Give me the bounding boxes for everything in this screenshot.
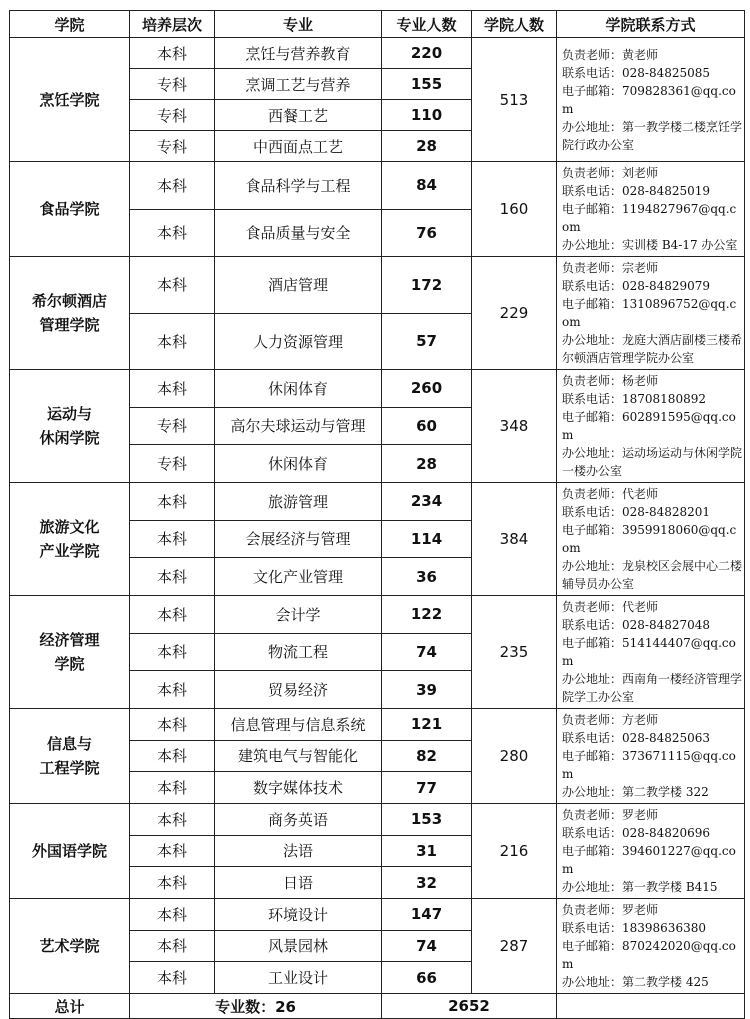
contact-phone: 联系电话：028-84825063 (562, 731, 711, 745)
major-name: 休闲体育 (215, 445, 382, 483)
major-level: 专科 (130, 69, 215, 100)
college-contact (557, 38, 745, 162)
college-name (10, 483, 130, 596)
college-name-line: 管理学院 (39, 316, 100, 334)
major-level: 本科 (130, 772, 215, 804)
contact-email: 电子邮箱：1194827967@qq.com (562, 202, 737, 234)
major-student-count: 110 (382, 100, 472, 131)
major-student-count: 76 (382, 209, 472, 257)
college-contact (557, 257, 745, 370)
table-row (10, 38, 745, 69)
college-name (10, 899, 130, 994)
header-level: 培养层次 (130, 11, 215, 38)
contact-email: 电子邮箱：514144407@qq.com (562, 636, 736, 668)
contact-email: 电子邮箱：709828361@qq.com (562, 83, 736, 116)
total-blank (557, 994, 745, 1019)
major-student-count: 39 (382, 671, 472, 709)
contact-email: 电子邮箱：602891595@qq.com (562, 410, 736, 442)
major-name: 中西面点工艺 (215, 131, 382, 162)
major-name: 烹饪与营养教育 (215, 38, 382, 69)
major-level: 本科 (130, 313, 215, 370)
major-name: 会展经济与管理 (215, 520, 382, 558)
major-student-count: 220 (382, 38, 472, 69)
contact-email: 电子邮箱：3959918060@qq.com (562, 523, 737, 555)
contact-office: 办公地址：第一教学楼二楼烹饪学院行政办公室 (562, 119, 743, 152)
college-name-line: 信息与 (46, 735, 92, 753)
major-name: 文化产业管理 (215, 558, 382, 596)
major-level: 本科 (130, 38, 215, 69)
college-student-count: 216 (472, 804, 557, 899)
major-level: 本科 (130, 257, 215, 314)
major-name: 风景园林 (215, 930, 382, 962)
table-row (10, 483, 745, 521)
college-student-count: 384 (472, 483, 557, 596)
contact-office: 办公地址：第二教学楼 322 (562, 785, 709, 799)
college-student-count: 280 (472, 709, 557, 804)
major-name: 法语 (215, 835, 382, 867)
major-name: 建筑电气与智能化 (215, 740, 382, 772)
header-major: 专业 (215, 11, 382, 38)
table-row (10, 162, 745, 210)
contact-teacher: 负责老师：黄老师 (562, 47, 659, 62)
major-name: 人力资源管理 (215, 313, 382, 370)
major-name: 商务英语 (215, 804, 382, 836)
major-student-count: 172 (382, 257, 472, 314)
major-level: 本科 (130, 162, 215, 210)
total-student-count: 2652 (382, 994, 557, 1019)
major-level: 本科 (130, 804, 215, 836)
major-level: 本科 (130, 867, 215, 899)
college-name-line: 食品学院 (39, 200, 100, 218)
contact-teacher: 负责老师：刘老师 (562, 166, 659, 180)
college-contact (557, 899, 745, 994)
major-level: 本科 (130, 209, 215, 257)
college-student-count: 235 (472, 596, 557, 709)
major-level: 本科 (130, 633, 215, 671)
header-contact: 学院联系方式 (557, 11, 745, 38)
contact-office: 办公地址：第一教学楼 B415 (562, 880, 718, 894)
college-name-line: 旅游文化 (39, 518, 100, 536)
major-name: 烹调工艺与营养 (215, 69, 382, 100)
college-name (10, 38, 130, 162)
major-level: 本科 (130, 930, 215, 962)
major-student-count: 66 (382, 962, 472, 994)
major-name: 酒店管理 (215, 257, 382, 314)
contact-email: 电子邮箱：394601227@qq.com (562, 844, 736, 876)
major-level: 本科 (130, 671, 215, 709)
contact-phone: 联系电话：028-84827048 (562, 618, 711, 632)
major-name: 物流工程 (215, 633, 382, 671)
college-student-count: 513 (472, 38, 557, 162)
college-name (10, 257, 130, 370)
contact-teacher: 负责老师：代老师 (562, 487, 659, 501)
major-name: 食品质量与安全 (215, 209, 382, 257)
contact-office: 办公地址：实训楼 B4-17 办公室 (562, 238, 738, 252)
major-student-count: 82 (382, 740, 472, 772)
major-level: 专科 (130, 445, 215, 483)
major-student-count: 28 (382, 445, 472, 483)
major-name: 高尔夫球运动与管理 (215, 407, 382, 445)
major-student-count: 155 (382, 69, 472, 100)
major-level: 本科 (130, 962, 215, 994)
college-name-line: 烹饪学院 (39, 90, 100, 109)
contact-office: 办公地址：西南角一楼经济管理学院学工办公室 (562, 672, 743, 704)
college-student-count: 229 (472, 257, 557, 370)
major-level: 本科 (130, 483, 215, 521)
contact-email: 电子邮箱：373671115@qq.com (562, 749, 736, 781)
major-name: 工业设计 (215, 962, 382, 994)
contact-phone: 联系电话：18398636380 (562, 921, 706, 935)
major-student-count: 260 (382, 370, 472, 408)
college-name-line: 工程学院 (39, 759, 100, 777)
contact-teacher: 负责老师：罗老师 (562, 903, 659, 917)
contact-teacher: 负责老师：杨老师 (562, 374, 659, 388)
major-student-count: 60 (382, 407, 472, 445)
header-college: 学院 (10, 11, 130, 38)
major-level: 专科 (130, 131, 215, 162)
contact-office: 办公地址：龙庭大酒店副楼三楼希尔顿酒店管理学院办公室 (562, 333, 743, 365)
contact-office: 办公地址：龙泉校区会展中心二楼辅导员办公室 (562, 559, 743, 591)
contact-phone: 联系电话：028-84828201 (562, 505, 711, 519)
major-name: 旅游管理 (215, 483, 382, 521)
table-row (10, 257, 745, 314)
total-label: 总计 (10, 994, 130, 1019)
college-name (10, 709, 130, 804)
major-student-count: 147 (382, 899, 472, 931)
college-contact (557, 162, 745, 257)
college-name-line: 外国语学院 (31, 842, 107, 860)
header-college-count: 学院人数 (472, 11, 557, 38)
major-name: 食品科学与工程 (215, 162, 382, 210)
major-level: 本科 (130, 520, 215, 558)
college-contact (557, 804, 745, 899)
contact-teacher: 负责老师：宗老师 (562, 261, 659, 275)
major-level: 本科 (130, 835, 215, 867)
contact-teacher: 负责老师：方老师 (562, 713, 659, 727)
header-major-count: 专业人数 (382, 11, 472, 38)
college-name-line: 学院 (54, 655, 85, 673)
major-student-count: 122 (382, 596, 472, 634)
major-student-count: 36 (382, 558, 472, 596)
contact-email: 电子邮箱：870242020@qq.com (562, 939, 736, 971)
table-body (10, 38, 745, 994)
college-name-line: 产业学院 (39, 542, 100, 560)
table-row (10, 899, 745, 931)
major-name: 信息管理与信息系统 (215, 709, 382, 741)
contact-phone: 联系电话：028-84825085 (562, 65, 711, 80)
major-student-count: 234 (382, 483, 472, 521)
college-name (10, 596, 130, 709)
major-level: 专科 (130, 100, 215, 131)
major-student-count: 153 (382, 804, 472, 836)
college-name (10, 162, 130, 257)
table-row (10, 709, 745, 741)
college-student-count: 348 (472, 370, 557, 483)
major-name: 环境设计 (215, 899, 382, 931)
major-name: 数字媒体技术 (215, 772, 382, 804)
major-student-count: 77 (382, 772, 472, 804)
header-row (10, 11, 745, 38)
major-level: 本科 (130, 899, 215, 931)
major-student-count: 114 (382, 520, 472, 558)
contact-phone: 联系电话：028-84820696 (562, 826, 711, 840)
college-name (10, 804, 130, 899)
major-student-count: 84 (382, 162, 472, 210)
contact-phone: 联系电话：028-84825019 (562, 184, 711, 198)
table-row (10, 804, 745, 836)
contact-teacher: 负责老师：代老师 (562, 600, 659, 614)
major-student-count: 32 (382, 867, 472, 899)
major-student-count: 31 (382, 835, 472, 867)
college-student-count: 160 (472, 162, 557, 257)
contact-phone: 联系电话：18708180892 (562, 392, 706, 406)
contact-office: 办公地址：运动场运动与休闲学院一楼办公室 (562, 446, 743, 478)
college-enrollment-table (9, 10, 745, 1019)
college-name (10, 370, 130, 483)
college-name-line: 经济管理 (39, 631, 100, 649)
contact-email: 电子邮箱：1310896752@qq.com (562, 297, 737, 329)
college-contact (557, 483, 745, 596)
college-name-line: 休闲学院 (39, 429, 100, 447)
major-level: 专科 (130, 407, 215, 445)
college-student-count: 287 (472, 899, 557, 994)
major-level: 本科 (130, 370, 215, 408)
major-student-count: 74 (382, 930, 472, 962)
major-level: 本科 (130, 558, 215, 596)
table-row (10, 370, 745, 408)
table-row (10, 596, 745, 634)
total-major-count: 专业数：26 (130, 994, 382, 1019)
college-contact (557, 596, 745, 709)
major-name: 西餐工艺 (215, 100, 382, 131)
major-level: 本科 (130, 596, 215, 634)
major-name: 日语 (215, 867, 382, 899)
major-level: 本科 (130, 709, 215, 741)
college-name-line: 艺术学院 (39, 937, 100, 955)
contact-office: 办公地址：第二教学楼 425 (562, 975, 709, 989)
major-student-count: 57 (382, 313, 472, 370)
college-contact (557, 370, 745, 483)
college-name-line: 运动与 (46, 405, 92, 423)
contact-teacher: 负责老师：罗老师 (562, 808, 659, 822)
major-level: 本科 (130, 740, 215, 772)
major-name: 贸易经济 (215, 671, 382, 709)
total-row (10, 994, 745, 1019)
major-student-count: 121 (382, 709, 472, 741)
contact-phone: 联系电话：028-84829079 (562, 279, 711, 293)
major-student-count: 28 (382, 131, 472, 162)
college-name-line: 希尔顿酒店 (31, 292, 107, 310)
major-student-count: 74 (382, 633, 472, 671)
major-name: 休闲体育 (215, 370, 382, 408)
major-name: 会计学 (215, 596, 382, 634)
college-contact (557, 709, 745, 804)
